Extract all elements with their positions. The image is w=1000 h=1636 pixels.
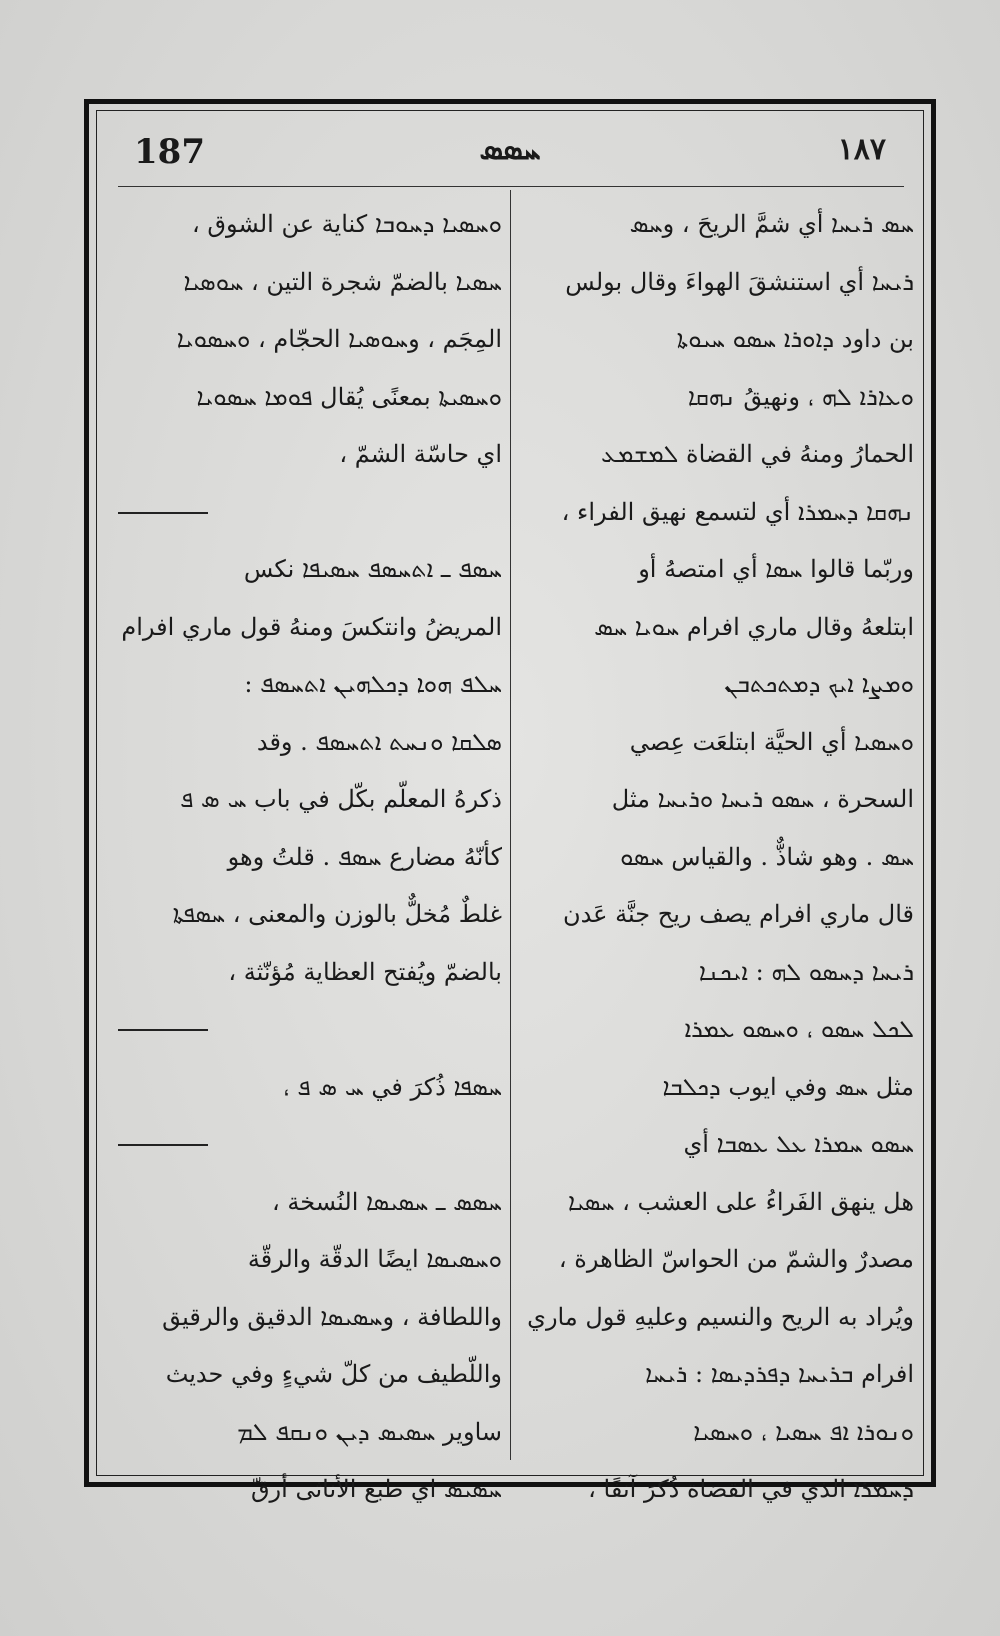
left-column bbox=[110, 196, 502, 1503]
text-line: بن داود ܕܐܘܪܐ ܚܣܘ ܚܝܘܬܐ bbox=[676, 325, 914, 353]
text-line: وربّما قالوا ܚܣܐ أي امتصهُ أو bbox=[638, 555, 914, 583]
text-line: المِجَم ، وܚܘܣܝܐ الحجّام ، ܘܚܣܘܝܐ bbox=[176, 325, 502, 353]
text-line: واللّطيف من كلّ شيءٍ وفي حديث bbox=[165, 1360, 502, 1388]
text-line: ܘܚܣܝܣܐ ايضًا الدقّة والرقّة bbox=[247, 1245, 502, 1273]
text-line: ساوير ܚܣܝܣ ܕܝܢ ܘܢܩܦ ܠܡ bbox=[237, 1417, 502, 1446]
text-line: ܕܚܡܪܐ الذي في القضاة ذُكرَ آنفًا ، bbox=[588, 1475, 914, 1503]
text-line: ܘܚܣܝܐ ܕܚܘܒܐ كناية عن الشوق ، bbox=[192, 210, 502, 238]
text-line: ܪܝܚܐ أي استنشقَ الهواءَ وقال بولس bbox=[565, 267, 914, 296]
text-line: ابتلعهُ وقال ماري افرام ܚܘܝܐ ܚܣ bbox=[594, 612, 914, 641]
text-line: افرام ܒܪܝܚܐ ܕܦܪܕܝܣܐ : ܪܝܚܐ bbox=[645, 1360, 914, 1388]
text-line: ܘܢܘܪܐ ܐܦ ܚܣܝܐ ، ܘܚܣܝܐ bbox=[693, 1417, 914, 1446]
text-line: كأنّهُ مضارع ܚܣܦ . قلتُ وهو bbox=[227, 842, 502, 871]
text-line: بالضمّ ويُفتح العظاية مُؤنّثة ، bbox=[228, 957, 502, 986]
text-line: ܣܠܩܐ ܘܢܚܬ ܐܬܚܣܦ . وقد bbox=[256, 727, 502, 756]
text-line: ܘܚܣܝܬܐ بمعنًى يُقال ܦܘܡܐ ܚܣܘܝܐ bbox=[196, 382, 502, 411]
text-line: واللطافة ، وܚܣܝܣܐ الدقيق والرقيق bbox=[162, 1302, 502, 1331]
text-line: هل ينهق الفَراءُ على العشب ، ܚܣܝܐ bbox=[568, 1187, 914, 1216]
text-line: ܚܣܦܐ ذُكرَ في ܚ ܣ ܦ ، bbox=[283, 1072, 502, 1101]
header-rule bbox=[118, 186, 904, 187]
text-line: ܚܣܦ ـ ܐܬܚܣܦ ܚܣܝܦܐ نكس bbox=[243, 555, 502, 583]
text-line: قال ماري افرام يصف ريح جنَّة عَدن bbox=[562, 900, 914, 928]
text-line: مثل ܚܣ وفي ايوب ܕܟܠܒܐ bbox=[662, 1072, 914, 1101]
text-line: ܢܗܩܐ ܕܚܡܪܐ أي لتسمع نهيق الفراء ، bbox=[561, 497, 914, 526]
text-line: ذكرهُ المعلّم بكّل في باب ܚ ܣ ܦ bbox=[180, 785, 502, 813]
text-line: مصدرٌ والشمّ من الحواسّ الظاهرة ، bbox=[558, 1245, 914, 1273]
text-line: ܚܣ . وهو شاذٌّ . والقياس ܚܣܘ bbox=[620, 842, 914, 871]
text-line: ܚܣܘ ܚܡܪܐ ܥܠ ܥܣܒܐ أي bbox=[683, 1130, 914, 1158]
page-number-latin: 187 bbox=[134, 132, 205, 172]
text-line: ܚܣܣ ـ ܚܣܝܣܐ النُسخة ، bbox=[272, 1187, 502, 1216]
right-column bbox=[522, 196, 914, 1503]
text-line: ܚܠܦ ܗܘܐ ܕܟܠܗܝܢ ܐܬܚܣܦ : bbox=[244, 670, 502, 698]
entry-separator bbox=[110, 1001, 502, 1059]
text-line: ܪܝܚܐ ܕܚܣܘ ܠܗ : ܐܝܟܢܐ bbox=[698, 957, 914, 986]
text-line: ܚܣܝܐ بالضمّ شجرة التين ، ܚܘܣܝܐ bbox=[183, 267, 502, 296]
text-line: غلطٌ مُخلٌّ بالوزن والمعنى ، ܚܣܦܬܐ bbox=[172, 900, 502, 928]
page-number-arabic: ١٨٧ bbox=[837, 132, 886, 167]
text-line: ويُراد به الريح والنسيم وعليهِ قول ماري bbox=[527, 1302, 914, 1331]
text-line: المريضُ وانتكسَ ومنهُ قول ماري افرام bbox=[121, 612, 502, 641]
entry-separator bbox=[110, 484, 502, 542]
text-line: ܘܥܐܪܐ ܠܗ ، ونهيقُ ܢܗܩܐ bbox=[687, 382, 914, 411]
running-head: ܚܣܣ bbox=[479, 132, 541, 167]
column-divider bbox=[510, 190, 511, 1460]
text-line: ܚܣ ܪܝܚܐ أي شمَّ الريحَ ، وܚܣ bbox=[629, 210, 914, 238]
text-line: الحمارُ ومنهُ في القضاة ܠܡܫܡܥ bbox=[600, 440, 914, 468]
page-header bbox=[110, 128, 910, 180]
entry-separator bbox=[110, 1116, 502, 1174]
text-line: اي حاسّة الشمّ ، bbox=[339, 440, 502, 468]
text-line: ܘܡܨܐ ܐܝܟ ܕܡܬܟܬܒܢ bbox=[724, 670, 914, 698]
text-line: السحرة ، ܚܣܘ ܪܝܚܐ ܘܪܝܚܐ مثل bbox=[611, 785, 914, 813]
text-line: ܠܟܠ ܚܣܘ ، ܘܚܣܘ ܥܡܪܐ bbox=[684, 1015, 914, 1043]
text-line: ܚܣܝܣ اي طبع الأناثى أرقّ bbox=[250, 1475, 502, 1503]
text-line: ܘܚܣܝܐ أي الحيَّة ابتلعَت عِصي bbox=[629, 727, 914, 756]
